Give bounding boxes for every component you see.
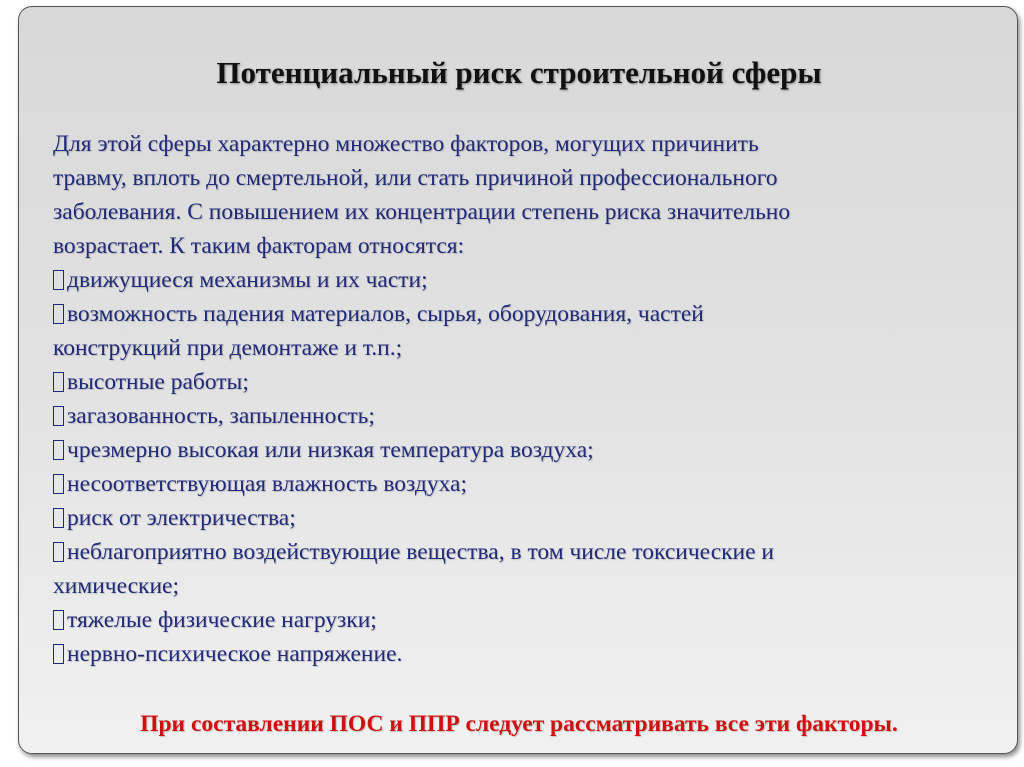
bullet-box-icon	[53, 440, 64, 460]
factor-text-continuation: химические;	[53, 573, 179, 599]
factor-item	[53, 603, 983, 637]
slide-title: Потенциальный риск строительной сферы	[216, 55, 822, 90]
factor-text: риск от электричества;	[67, 505, 296, 531]
factor-item	[53, 297, 983, 365]
slide	[18, 6, 1018, 754]
intro-line: возрастает. К таким факторам относятся:	[53, 233, 465, 259]
bullet-box-icon	[53, 304, 64, 324]
factor-item	[53, 433, 983, 467]
slide-body	[53, 127, 983, 671]
intro-paragraph	[53, 127, 983, 263]
factor-item	[53, 263, 983, 297]
factor-text-continuation: конструкций при демонтаже и т.п.;	[53, 335, 403, 361]
intro-line: Для этой сферы характерно множество факторов, могущих причинить	[53, 131, 759, 157]
factor-text: несоответствующая влажность воздуха;	[67, 471, 467, 497]
factor-item	[53, 467, 983, 501]
factor-text: возможность падения материалов, сырья, оборудования, частей	[67, 301, 704, 327]
bullet-box-icon	[53, 372, 64, 392]
factor-item	[53, 365, 983, 399]
intro-line: травму, вплоть до смертельной, или стать причиной профессионального	[53, 165, 778, 191]
bullet-box-icon	[53, 542, 64, 562]
factor-text: чрезмерно высокая или низкая температура воздуха;	[67, 437, 594, 463]
bullet-box-icon	[53, 610, 64, 630]
conclusion-note: При составлении ПОС и ППР следует рассматривать все эти факторы.	[140, 711, 898, 737]
bullet-box-icon	[53, 474, 64, 494]
factor-text: тяжелые физические нагрузки;	[67, 607, 377, 633]
factor-list	[53, 263, 983, 671]
bullet-box-icon	[53, 644, 64, 664]
factor-text: нервно-психическое напряжение.	[67, 641, 403, 667]
factor-item	[53, 535, 983, 603]
factor-item	[53, 501, 983, 535]
bullet-box-icon	[53, 406, 64, 426]
factor-text: высотные работы;	[67, 369, 249, 395]
factor-item	[53, 637, 983, 671]
factor-text: загазованность, запыленность;	[67, 403, 375, 429]
bullet-box-icon	[53, 270, 64, 290]
intro-line: заболевания. С повышением их концентрации степень риска значительно	[53, 199, 791, 225]
bullet-box-icon	[53, 508, 64, 528]
factor-item	[53, 399, 983, 433]
factor-text: неблагоприятно воздействующие вещества, в том числе токсические и	[67, 539, 774, 565]
factor-text: движущиеся механизмы и их части;	[67, 267, 428, 293]
